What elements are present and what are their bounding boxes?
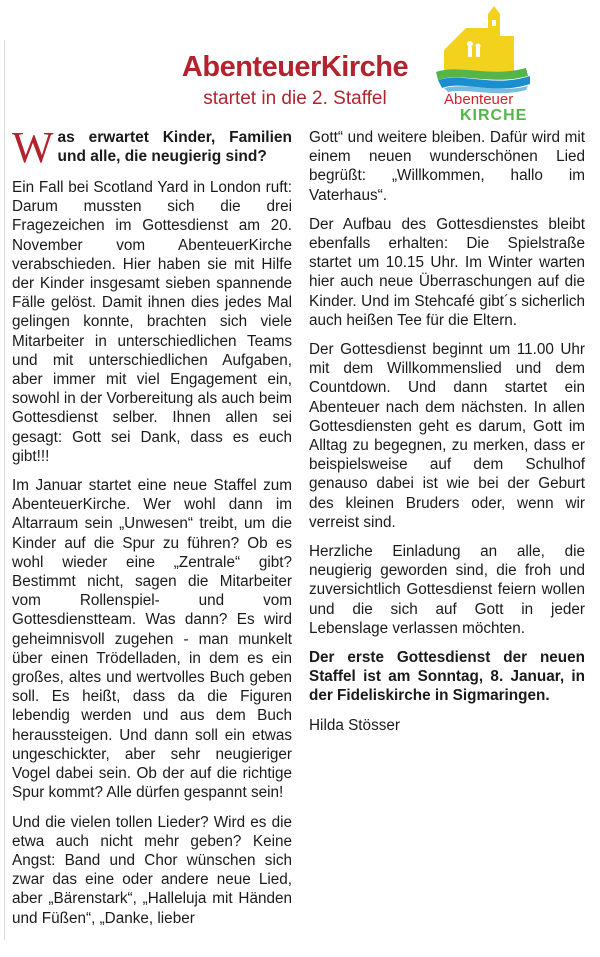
- left-column: [12, 123, 292, 938]
- paragraph: Gott“ und weitere bleiben. Dafür wird mit einem neuen wunderschönen Lied begrüßt: „Willkommen, hallo im Vaterhaus“.: [309, 129, 585, 204]
- church-icon: [444, 6, 514, 72]
- author-name: Hilda Stösser: [309, 716, 400, 734]
- article-header: [0, 0, 600, 130]
- drop-cap: W: [12, 123, 54, 172]
- lead-question-text: as erwartet Kinder, Familien und alle, die neugierig sind?: [57, 129, 292, 165]
- page-edge-line: [4, 40, 5, 940]
- article-body: [12, 123, 590, 948]
- paragraph: Der Gottesdienst beginnt um 11.00 Uhr mit dem Willkommenslied und dem Countdown. Und dann startet ein Abenteuer nach dem nächsten. In allen Gottesdiensten geht es darum, Gott im Alltag zu begegnen, zu merken, dass er beispielsweise auf dem Schulhof genauso dabei ist wie bei der Geburt des kleinen Bruders oder, wenn wir verreist sind.: [309, 341, 585, 531]
- paragraph: Ein Fall bei Scotland Yard in London ruft: Darum mussten sich die drei Fragezeichen im Gottesdienst am 20. November vom AbenteuerKirche verabschieden. Hier haben sie mit Hilfe der Kinder insgesamt sieben spannende Fälle gelöst. Damit ihnen dies jedes Mal gelingen konnte, brachten sich viele Mitarbeiter in unterschiedlichen Teams und mit unterschiedlichen Aufgaben, aber immer mit viel Engagement ein, sowohl in der Vorbereitung als auch beim Gottesdienst selber. Ihnen allen sei gesagt: Gott sei Dank, dass es euch gibt!!!: [12, 179, 292, 465]
- abenteuerkirche-logo: [430, 6, 550, 122]
- logo-text-abenteuer: Abenteuer: [444, 91, 514, 108]
- right-column: [309, 128, 585, 745]
- paragraph: Und die vielen tollen Lieder? Wird es die etwa auch nicht mehr geben? Keine Angst: Band und Chor wünschen sich zwar das eine oder andere neue Lied, aber „Bärenstark“, „Halleluja mit Händen und Füßen“, „Danke, lieber: [12, 813, 292, 927]
- article-title: AbenteuerKirche: [181, 51, 409, 83]
- paragraph: Herzliche Einladung an alle, die neugierig geworden sind, die froh und zuversichtlich Gottesdienst feiern wollen und die sich auf Gott in jeder Lebenslage verlassen möchten.: [309, 543, 585, 637]
- lead-question: [12, 123, 292, 172]
- paragraph: Der Aufbau des Gottesdienstes bleibt ebenfalls erhalten: Die Spielstraße startet um 10.15 Uhr. Im Winter warten hier auch neue Überraschungen auf die Kinder. Und im Stehcafé gibt´s sicherlich auch heißen Tee für die Eltern.: [309, 215, 585, 329]
- closing-announcement: Der erste Gottesdienst der neuen Staffel ist am Sonntag, 8. Januar, in der Fideliskirche in Sigmaringen.: [309, 649, 585, 705]
- article-subtitle: startet in die 2. Staffel: [203, 88, 387, 109]
- paragraph: Im Januar startet eine neue Staffel zum AbenteuerKirche. Wer wohl dann im Altarraum sein „Unwesen“ treibt, um die Kinder auf die Spur zu führen? Ob es wohl wieder eine „Zentrale“ gibt? Bestimmt nicht, sagen die Mitarbeiter vom Rollenspiel- und vom Gottesdienstteam. Was dann? Es wird geheimnisvoll zugehen - man munkelt über einen Trödelladen, in dem es ein großes, altes und wertvolles Buch geben soll. Es heißt, dass da die Figuren lebendig werden und aus dem Buch heraussteigen. Und dann soll ein etwas ungeschickter, aber sehr neugieriger Vogel dabei sein. Ob der auf die richtige Spur kommt? Alle dürfen gespannt sein!: [12, 477, 292, 802]
- logo-text-kirche: KIRCHE: [460, 107, 528, 122]
